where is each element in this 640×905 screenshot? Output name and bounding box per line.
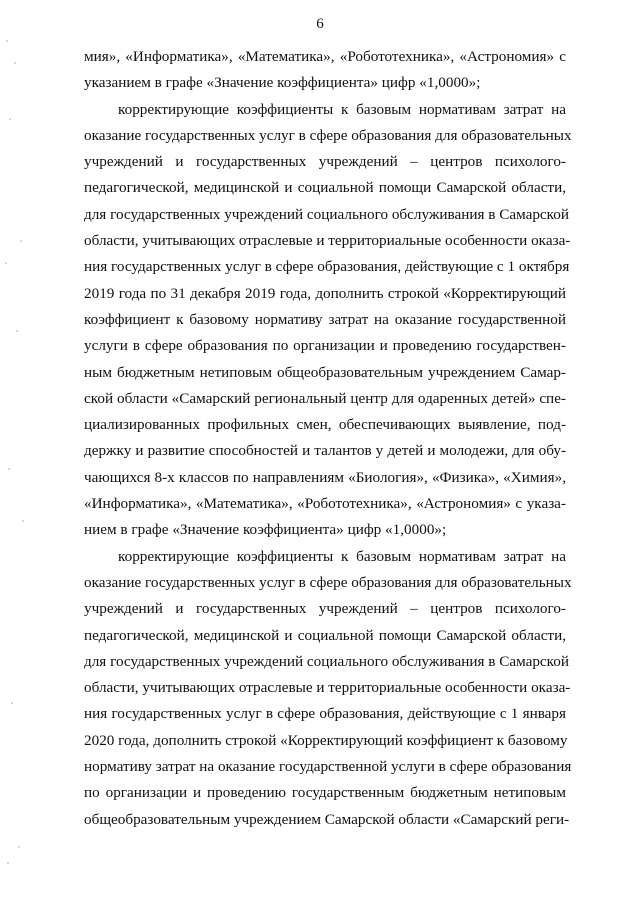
- text-line: педагогической, медицинской и социальной помощи Самарской области,: [84, 626, 566, 644]
- text-line: чающихся 8-х классов по направлениям «Биология», «Физика», «Химия»,: [84, 468, 566, 486]
- text-line: корректирующие коэффициенты к базовым нормативам затрат на: [118, 547, 566, 565]
- page-number: 6: [316, 16, 324, 32]
- text-line: мия», «Информатика», «Математика», «Робототехника», «Астрономия» с: [84, 48, 566, 65]
- scan-margin-noise: [0, 0, 40, 905]
- text-line: по организации и проведению государственным бюджетным нетиповым: [84, 784, 566, 802]
- text-line: учреждений и государственных учреждений – центров психолого-: [84, 153, 566, 171]
- text-line: держку и развитие способностей и талантов у детей и молодежи, для обу-: [84, 442, 566, 460]
- text-line: «Информатика», «Математика», «Робототехника», «Астрономия» с указа-: [84, 495, 566, 513]
- text-line: указанием в графе «Значение коэффициента» цифр «1,0000»;: [84, 74, 481, 92]
- paragraph: [84, 97, 572, 544]
- text-line: услуги в сфере образования по организации и проведению государствен-: [84, 337, 566, 355]
- text-line: учреждений и государственных учреждений – центров психолого-: [84, 600, 566, 618]
- text-line: области, учитывающих отраслевые и территориальные особенности оказа-: [84, 232, 571, 250]
- text-line: области, учитывающих отраслевые и территориальные особенности оказа-: [84, 679, 571, 697]
- text-line: нормативу затрат на оказание государственной услуги в сфере образования: [84, 758, 572, 776]
- paragraph: [84, 544, 572, 833]
- text-line: ния государственных услуг в сфере образования, действующие с 1 октября: [84, 258, 570, 276]
- text-line: для государственных учреждений социального обслуживания в Самарской: [84, 205, 569, 223]
- text-line: коэффициент к базовому нормативу затрат на оказание государственной: [84, 310, 566, 328]
- text-line: педагогической, медицинской и социальной помощи Самарской области,: [84, 179, 566, 197]
- text-line: для государственных учреждений социального обслуживания в Самарской: [84, 652, 569, 670]
- text-line: ской области «Самарский региональный центр для одаренных детей» спе-: [84, 389, 566, 407]
- text-line: нием в графе «Значение коэффициента» цифр «1,0000»;: [84, 521, 447, 539]
- text-line: оказание государственных услуг в сфере образования для образовательных: [84, 126, 572, 144]
- text-line: 2020 года, дополнить строкой «Корректирующий коэффициент к базовому: [84, 731, 568, 749]
- text-line: ным бюджетным нетиповым общеобразовательным учреждением Самар-: [84, 363, 566, 381]
- text-line: ния государственных услуг в сфере образования, действующие с 1 января: [84, 705, 566, 723]
- text-line: корректирующие коэффициенты к базовым нормативам затрат на: [118, 100, 566, 118]
- text-line: циализированных профильных смен, обеспечивающих выявление, под-: [84, 416, 566, 434]
- text-line: 2019 года по 31 декабря 2019 года, дополнить строкой «Корректирующий: [84, 284, 566, 302]
- document-body: [84, 44, 572, 833]
- text-line: оказание государственных услуг в сфере образования для образовательных: [84, 573, 572, 591]
- text-line: общеобразовательным учреждением Самарской области «Самарский реги-: [84, 810, 570, 828]
- paragraph: [84, 44, 566, 97]
